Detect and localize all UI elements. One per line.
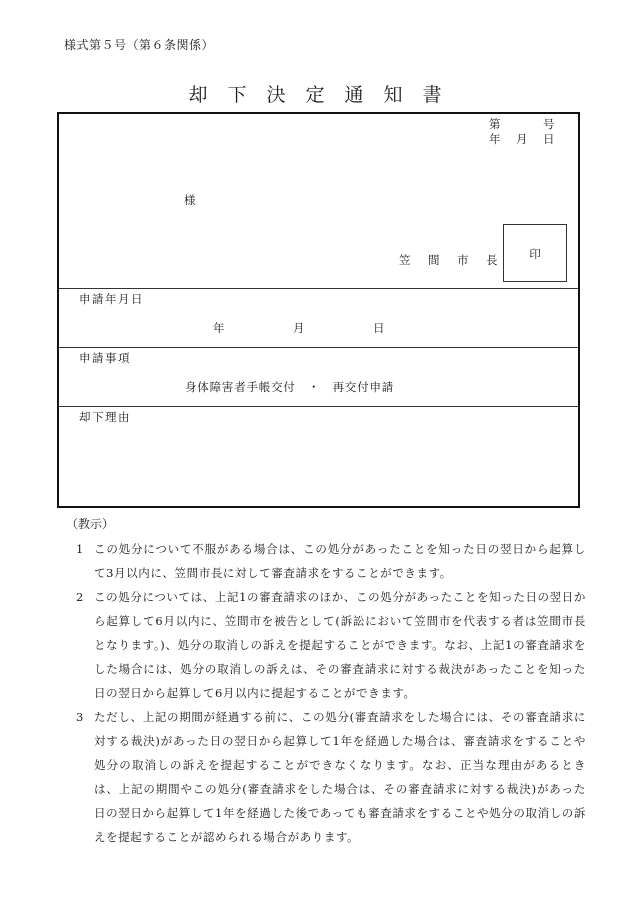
application-date-day: 日: [373, 321, 385, 335]
application-date-month: 月: [293, 321, 305, 335]
form-number-label: 様式第５号（第６条関係）: [64, 38, 215, 52]
date-year-label: 年: [489, 132, 501, 146]
notice-item-text: この処分については、上記1の審査請求のほか、この処分があったことを知った日の翌日から起算して6月以内に、笠間市を被告として(訴訟において笠間市を代表する者は笠間市長となります。)、処分の取消しの訴えを提起することができます。なお、上記1の審査請求をした場合には、処分の取消しの訴えは、その審査請求に対する裁決があったことを知った日の翌日から起算して6月以内に提起することができます。: [94, 590, 586, 700]
document-title: 却下決定通知書: [188, 84, 462, 106]
notice-item: [76, 537, 586, 585]
application-item-value: 身体障害者手帳交付 ・ 再交付申請: [185, 380, 395, 394]
application-date-label: 申請年月日: [79, 292, 144, 306]
divider-line: [59, 347, 578, 348]
form-frame: [57, 112, 580, 508]
divider-line: [59, 288, 578, 289]
notice-item-number: 3: [76, 710, 84, 724]
notice-heading: （教示）: [66, 517, 115, 531]
application-date-year: 年: [213, 321, 225, 335]
notice-item-number: 1: [76, 542, 84, 556]
notice-item-text: ただし、上記の期間が経過する前に、この処分(審査請求をした場合には、その審査請求に対する裁決)があった日の翌日から起算して1年を経過した場合は、審査請求をすることや処分の取消しの訴えを提起することができなくなります。なお、正当な理由があるときは、上記の期間やこの処分(審査請求をした場合は、その審査請求に対する裁決)があった日の翌日から起算して1年を経過した後であっても審査請求をすることや処分の取消しの訴えを提起することが認められる場合があります。: [94, 710, 586, 844]
addressee-suffix: 様: [184, 193, 196, 207]
notice-item-text: この処分について不服がある場合は、この処分があったことを知った日の翌日から起算して3月以内に、笠間市長に対して審査請求をすることができます。: [94, 542, 586, 580]
seal-mark: 印: [529, 247, 541, 261]
notice-item-number: 2: [76, 590, 84, 604]
seal-box: [503, 224, 567, 282]
divider-line: [59, 406, 578, 407]
issuer-name: 笠 間 市 長: [399, 253, 501, 267]
rejection-reason-label: 却下理由: [79, 410, 131, 424]
number-label-go: 号: [543, 117, 555, 131]
notice-item: [76, 585, 586, 705]
notice-item: [76, 705, 586, 849]
date-month-label: 月: [516, 132, 528, 146]
application-item-label: 申請事項: [79, 351, 131, 365]
date-day-label: 日: [543, 132, 555, 146]
number-label-dai: 第: [489, 117, 501, 131]
